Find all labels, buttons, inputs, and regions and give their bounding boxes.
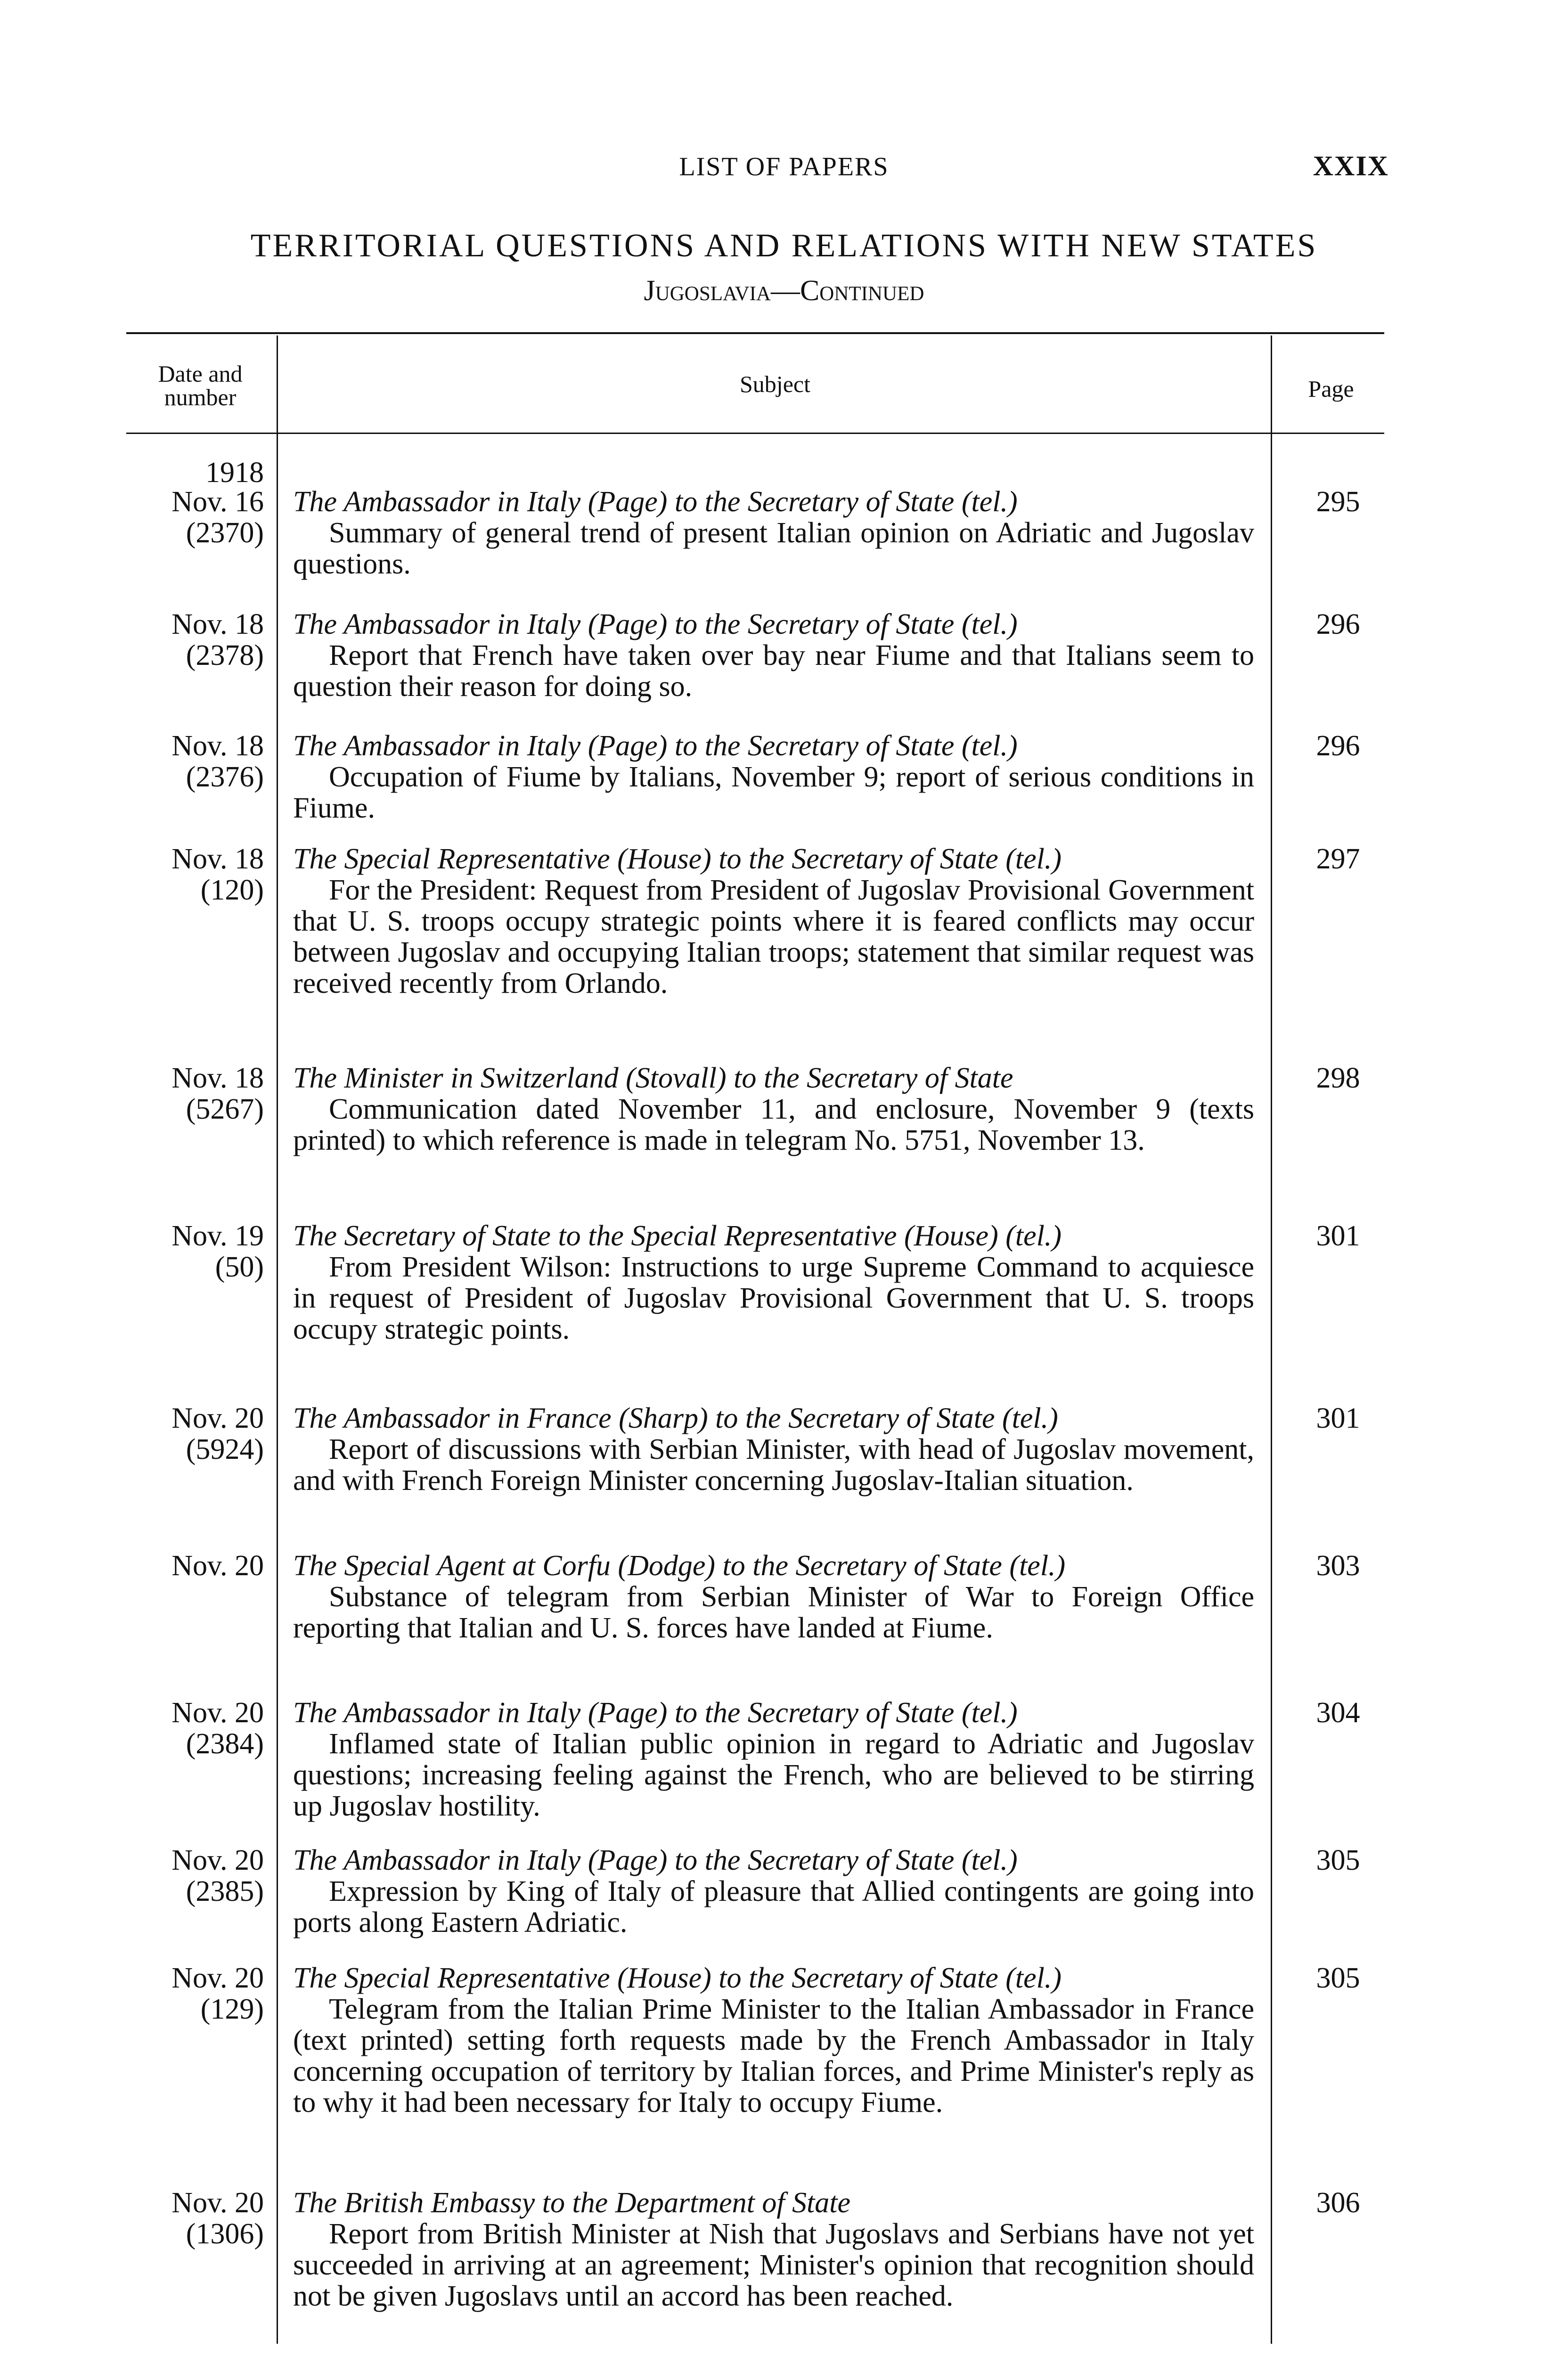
entry-title: The Ambassador in France (Sharp) to the Secretary of State (tel.) [293, 1402, 1058, 1434]
entry-subject [293, 1220, 1254, 1345]
entry-title: The Ambassador in Italy (Page) to the Secretary of State (tel.) [293, 730, 1018, 762]
entry-summary: Report that French have taken over bay near Fiume and that Italians seem to question their reason for doing so. [293, 639, 1254, 703]
entry-number: (2370) [186, 517, 264, 549]
entry-subject [293, 609, 1254, 702]
entry-subject [293, 1550, 1254, 1644]
entry-date-number [104, 1403, 264, 1465]
entry-number: (50) [215, 1251, 264, 1283]
entry-number: (120) [200, 874, 264, 906]
year-label: 1918 [205, 457, 264, 489]
entry-subject [293, 1697, 1254, 1822]
entry-title: The Secretary of State to the Special Representative (House) (tel.) [293, 1220, 1062, 1252]
entry-title: The Special Agent at Corfu (Dodge) to the Secretary of State (tel.) [293, 1550, 1066, 1582]
entry-summary: For the President: Request from President of Jugoslav Provisional Government that U. S. troops occupy strategic points where it is feared conflicts may occur between Jugoslav and occupying Italian troops; statement that similar request was received recently from Orlando. [293, 874, 1254, 999]
entry-number: (5267) [186, 1093, 264, 1125]
entry-number: (5924) [186, 1433, 264, 1465]
entry-title: The Ambassador in Italy (Page) to the Secretary of State (tel.) [293, 1844, 1018, 1876]
subsection-title: Jugoslavia—Continued [644, 275, 924, 307]
entry-date: Nov. 18 [172, 843, 264, 875]
entry-date-number [104, 609, 264, 671]
entry-subject [293, 1403, 1254, 1496]
entry-summary: Report from British Minister at Nish that Jugoslavs and Serbians have not yet succeeded in arriving at an agreement; Minister's opinion that recognition should not be given Jugoslavs until an accord has been reached. [293, 2218, 1254, 2312]
entry-page: 306 [1316, 2187, 1360, 2219]
header-bottom-rule [126, 433, 1384, 434]
entry-number: (2384) [186, 1728, 264, 1760]
entry-page: 296 [1316, 730, 1360, 762]
entry-page: 301 [1316, 1402, 1360, 1434]
entry-subject [293, 843, 1254, 999]
column-divider-right [1271, 335, 1272, 2344]
entry-date-number [104, 1220, 264, 1283]
entry-summary: Report of discussions with Serbian Minister, with head of Jugoslav movement, and with French Foreign Minister concerning Jugoslav-Italian situation. [293, 1433, 1254, 1497]
entry-summary: Communication dated November 11, and enclosure, November 9 (texts printed) to which reference is made in telegram No. 5751, November 13. [293, 1093, 1254, 1156]
entry-summary: Inflamed state of Italian public opinion in regard to Adriatic and Jugoslav questions; increasing feeling against the French, who are believed to be stirring up Jugoslav hostility. [293, 1728, 1254, 1822]
entry-date: Nov. 20 [172, 1962, 264, 1994]
entry-date: Nov. 18 [172, 1062, 264, 1094]
entry-title: The British Embassy to the Department of State [293, 2187, 851, 2219]
entry-date-number [104, 1063, 264, 1125]
entry-date-number [104, 1697, 264, 1759]
page-number: XXIX [1313, 150, 1389, 181]
entry-title: The Special Representative (House) to the Secretary of State (tel.) [293, 843, 1062, 875]
column-header-date: Date and number [158, 360, 243, 410]
entry-summary: Substance of telegram from Serbian Minister of War to Foreign Office reporting that Italian and U. S. forces have landed at Fiume. [293, 1581, 1254, 1644]
entry-page: 295 [1316, 486, 1360, 518]
entry-date-number [104, 1550, 264, 1581]
entry-title: The Special Representative (House) to the Secretary of State (tel.) [293, 1962, 1062, 1994]
entry-date: Nov. 19 [172, 1220, 264, 1252]
entry-date-number [104, 2187, 264, 2250]
entry-page: 303 [1316, 1550, 1360, 1582]
entry-date: Nov. 18 [172, 730, 264, 762]
entry-date-number [104, 843, 264, 906]
entry-number: (1306) [186, 2218, 264, 2250]
entry-subject [293, 2187, 1254, 2312]
entry-subject [293, 1845, 1254, 1938]
entry-summary: Expression by King of Italy of pleasure that Allied contingents are going into ports along Eastern Adriatic. [293, 1875, 1254, 1939]
column-header-page: Page [1308, 376, 1354, 402]
entry-date: Nov. 20 [172, 1697, 264, 1729]
entry-date: Nov. 20 [172, 2187, 264, 2219]
entry-number: (2376) [186, 761, 264, 793]
entry-date-number [104, 1963, 264, 2025]
entry-date-number [104, 730, 264, 793]
running-head-title: LIST OF PAPERS [679, 152, 889, 181]
entry-page: 296 [1316, 608, 1360, 640]
entry-subject [293, 1063, 1254, 1156]
entry-title: The Ambassador in Italy (Page) to the Secretary of State (tel.) [293, 486, 1018, 518]
entry-subject [293, 1963, 1254, 2118]
section-title: TERRITORIAL QUESTIONS AND RELATIONS WITH NEW STATES [250, 228, 1318, 264]
entry-page: 304 [1316, 1697, 1360, 1729]
entry-date-number [104, 486, 264, 548]
entry-date: Nov. 20 [172, 1550, 264, 1582]
table-top-rule [126, 332, 1384, 334]
entry-title: The Ambassador in Italy (Page) to the Secretary of State (tel.) [293, 608, 1018, 640]
entry-page: 298 [1316, 1062, 1360, 1094]
entry-summary: Summary of general trend of present Italian opinion on Adriatic and Jugoslav questions. [293, 517, 1254, 580]
entry-date: Nov. 20 [172, 1402, 264, 1434]
entry-summary: Occupation of Fiume by Italians, November 9; report of serious conditions in Fiume. [293, 761, 1254, 824]
entry-page: 297 [1316, 843, 1360, 875]
entry-date: Nov. 16 [172, 486, 264, 518]
entry-subject [293, 486, 1254, 580]
entry-page: 301 [1316, 1220, 1360, 1252]
entry-page: 305 [1316, 1962, 1360, 1994]
entry-page: 305 [1316, 1844, 1360, 1876]
entry-date: Nov. 18 [172, 608, 264, 640]
entry-title: The Minister in Switzerland (Stovall) to the Secretary of State [293, 1062, 1013, 1094]
entry-subject [293, 730, 1254, 824]
column-divider-left [277, 335, 278, 2344]
entry-date-number [104, 1845, 264, 1907]
entry-date: Nov. 20 [172, 1844, 264, 1876]
entry-summary: From President Wilson: Instructions to urge Supreme Command to acquiesce in request of President of Jugoslav Provisional Government that U. S. troops occupy strategic points. [293, 1251, 1254, 1345]
entry-summary: Telegram from the Italian Prime Minister to the Italian Ambassador in France (text printed) setting forth requests made by the French Ambassador in Italy concerning occupation of territory by Italian forces, and Prime Minister's reply as to why it had been necessary for Italy to occupy Fiume. [293, 1993, 1254, 2119]
entry-number: (2378) [186, 639, 264, 671]
entry-number: (129) [200, 1993, 264, 2025]
entry-title: The Ambassador in Italy (Page) to the Secretary of State (tel.) [293, 1697, 1018, 1729]
column-header-subject: Subject [740, 371, 810, 397]
entry-number: (2385) [186, 1875, 264, 1907]
